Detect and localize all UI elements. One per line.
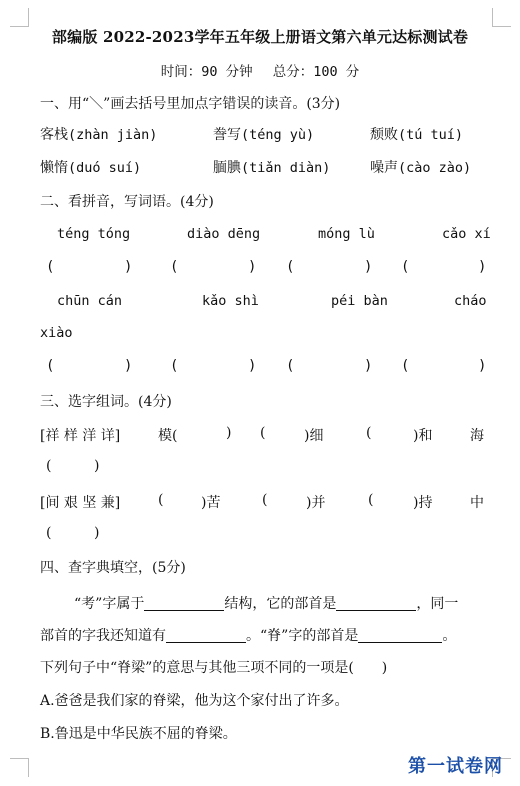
q2-pinyin: chūn cán [57,293,123,309]
answer-paren-open: ( [170,259,179,275]
q3-blank-part: ( [368,492,374,508]
q2-pinyin: xiào [40,325,73,341]
q3-blank-part: ) [94,525,100,541]
q1-item: 颓败(tú tuí) [370,127,464,143]
q3-blank-part: ) [226,425,232,441]
exam-total-score: 总分：100 分 [272,64,360,80]
q4-option-a: A.爸爸是我们家的脊梁，他为这个家付出了许多。 [40,693,349,709]
exam-time-score [0,60,520,80]
answer-blank [336,596,416,611]
q2-pinyin: móng lù [318,226,375,242]
q3-heading: 三、选字组词。(4分) [40,394,172,410]
q3-blank-part: )和 [413,428,433,444]
q3-blank-part: )苦 [201,495,221,511]
answer-paren-open: ( [401,259,410,275]
q1-heading: 一、用“＼”画去括号里加点字错误的读音。(3分) [40,96,341,112]
q2-heading: 二、看拼音，写词语。(4分) [40,194,214,210]
q3-blank-part: ( [366,425,372,441]
q3-blank-part: ( [46,458,52,474]
answer-paren-close: ) [124,259,133,275]
q3-blank-part: ) [94,458,100,474]
q3-char-set: [间 艰 坚 兼] [40,495,121,511]
crop-mark-top-left [10,8,29,27]
q3-blank-part: ( [262,492,268,508]
q1-item: 腼腆(tiǎn diàn) [213,160,331,176]
q4-line-1: “考”字属于 结构，它的部首是 ，同一 [74,596,459,612]
answer-paren-close: ) [478,358,487,374]
q2-pinyin: kǎo shì [202,293,259,309]
exam-title: 部编版 2022-2023学年五年级上册语文第六单元达标测试卷 [51,28,469,46]
answer-paren-close: ) [248,358,257,374]
q3-char-set: [祥 样 洋 详] [40,428,121,444]
q3-blank-part: ( [260,425,266,441]
answer-paren-open: ( [286,358,295,374]
answer-paren-open: ( [401,358,410,374]
q2-pinyin: cǎo xí [442,226,491,242]
answer-paren-close: ) [478,259,487,275]
answer-blank [166,628,246,643]
q3-blank-part: 中 [470,495,484,511]
q3-blank-part: 模( [158,428,178,444]
q3-blank-part: ( [46,525,52,541]
answer-blank [144,596,224,611]
crop-mark-bottom-left [10,758,29,777]
q4-heading: 四、查字典填空，(5分) [40,560,186,576]
q1-item: 誊写(téng yù) [213,127,315,143]
answer-paren-open: ( [46,259,55,275]
answer-paren-close: ) [364,259,373,275]
q4-option-b: B.鲁迅是中华民族不屈的脊梁。 [40,726,237,742]
q2-pinyin: péi bàn [331,293,388,309]
q3-blank-part: )细 [304,428,324,444]
q4-question: 下列句子中“脊梁”的意思与其他三项不同的一项是( ) [40,660,388,676]
q3-blank-part: 海 [470,428,484,444]
q2-pinyin: cháo [454,293,487,309]
crop-mark-top-right [492,8,511,27]
exam-duration: 时间：90 分钟 [160,64,253,80]
q3-blank-part: )并 [306,495,326,511]
answer-paren-close: ) [248,259,257,275]
answer-paren-close: ) [364,358,373,374]
q3-blank-part: ( [158,492,164,508]
q4-line-2: 部首的字我还知道有 。“脊”字的部首是 。 [40,628,457,644]
q2-pinyin: téng tóng [57,226,131,242]
q1-item: 懒惰(duó suí) [40,160,142,176]
q3-blank-part: )持 [413,495,433,511]
answer-paren-open: ( [286,259,295,275]
answer-paren-close: ) [124,358,133,374]
q2-pinyin: diào dēng [187,226,261,242]
answer-paren-open: ( [170,358,179,374]
watermark-logo: 第一试卷网 [408,756,503,777]
answer-paren-open: ( [46,358,55,374]
answer-blank [358,628,442,643]
q1-item: 客栈(zhàn jiàn) [40,127,158,143]
q1-item: 噪声(cào zào) [370,160,472,176]
